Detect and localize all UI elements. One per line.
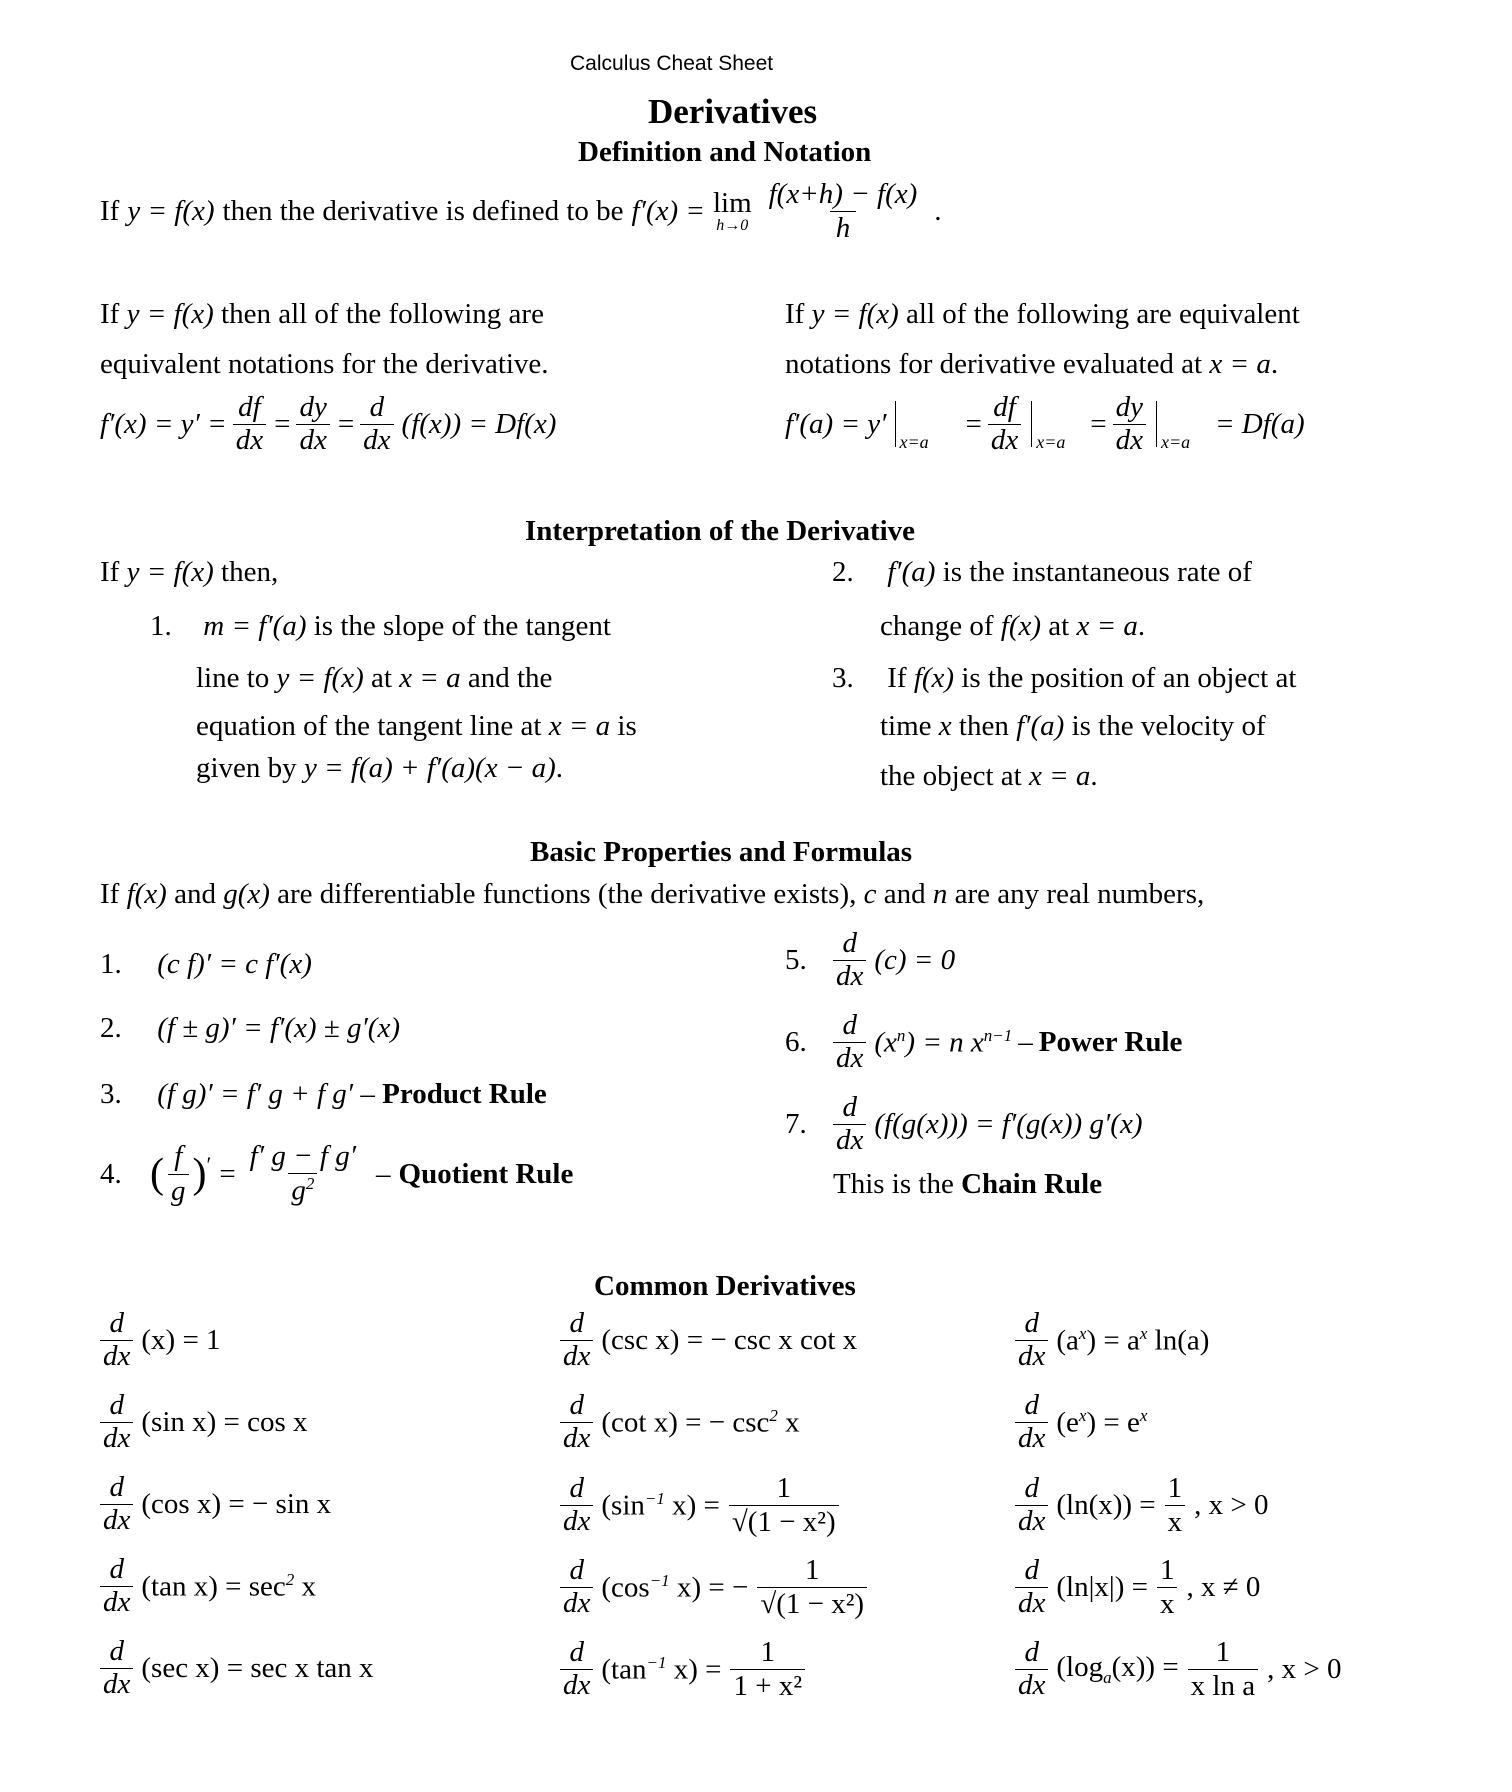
math: f(x) xyxy=(1000,610,1042,642)
result-fraction xyxy=(729,1472,839,1540)
d: d xyxy=(842,927,857,959)
col3-row xyxy=(1015,1554,1260,1622)
property-formula: (c) = 0 xyxy=(874,943,956,976)
power-rule-formula xyxy=(874,1026,1012,1060)
interp-item3-line1 xyxy=(832,662,1296,695)
numerator: 1 xyxy=(776,1472,792,1504)
exponent: −1 xyxy=(646,1653,667,1673)
d-dx xyxy=(1015,1308,1048,1373)
power-rule-label: Power Rule xyxy=(1038,1025,1183,1058)
formula-lhs xyxy=(601,1489,720,1523)
g: g xyxy=(168,1174,189,1208)
dash: – xyxy=(360,1078,375,1110)
formula: (cos x) = − sin x xyxy=(141,1487,332,1520)
col1-row xyxy=(100,1554,316,1619)
common-derivatives-heading: Common Derivatives xyxy=(594,1270,856,1302)
property-2 xyxy=(100,1012,400,1045)
property-formula: (c f)′ = c f′(x) xyxy=(157,948,312,980)
definition-lead: If xyxy=(100,195,120,228)
math: x = a xyxy=(548,710,611,742)
d-dx xyxy=(1015,1473,1048,1538)
denominator: 1 + x² xyxy=(730,1669,805,1703)
text: given by xyxy=(196,752,297,784)
property-number: 4. xyxy=(100,1157,122,1190)
text: is the velocity of xyxy=(1071,710,1266,742)
text: line to xyxy=(196,662,270,694)
text: are any real numbers, xyxy=(954,878,1205,910)
notation-left-y-eq: y = f(x) xyxy=(126,298,214,330)
dx: dx xyxy=(1015,1587,1048,1620)
limit-word: lim xyxy=(712,187,752,220)
notation-right-x-eq-a: x = a xyxy=(1209,348,1271,380)
dx: dx xyxy=(560,1505,593,1538)
interp-item2-line1 xyxy=(832,556,1252,589)
period: . xyxy=(1090,760,1098,792)
eval-bar xyxy=(895,401,929,453)
limit-operator xyxy=(713,189,752,234)
text: then xyxy=(958,710,1009,742)
d: d xyxy=(569,1472,584,1505)
dx: dx xyxy=(1015,1669,1048,1702)
section-definition-heading: Definition and Notation xyxy=(578,136,872,168)
quotient-numerator: f′ g − f g′ xyxy=(249,1140,357,1172)
period: . xyxy=(1137,610,1146,642)
d-dx xyxy=(560,1637,593,1702)
frac-dy-dx-right xyxy=(1113,392,1146,457)
formula-lhs xyxy=(1056,1571,1148,1604)
formula-part: x xyxy=(294,1570,317,1603)
limit-under: h→0 xyxy=(716,217,749,235)
text: is the instantaneous rate of xyxy=(942,556,1252,588)
interpretation-intro xyxy=(100,556,278,589)
property-number: 3. xyxy=(100,1078,122,1110)
dash: – xyxy=(376,1157,391,1190)
text: and the xyxy=(467,662,553,694)
dx: dx xyxy=(100,1340,133,1373)
result-fraction xyxy=(1188,1636,1258,1704)
properties-intro xyxy=(100,878,1204,911)
d-dx xyxy=(833,928,866,993)
property-number: 6. xyxy=(785,1025,807,1058)
d-dx xyxy=(833,1010,866,1075)
dx: dx xyxy=(560,1422,593,1455)
formula xyxy=(141,1570,316,1604)
numerator: 1 xyxy=(804,1554,820,1586)
notation-right-rest: all of the following are equivalent xyxy=(906,298,1300,330)
d-dx xyxy=(100,1636,133,1701)
property-formula: (f g)′ = f′ g + f g′ xyxy=(157,1078,354,1110)
result-fraction xyxy=(1165,1472,1186,1540)
text: is xyxy=(617,710,637,742)
eval-bar xyxy=(1156,401,1191,453)
definition-end: . xyxy=(934,195,942,228)
d: d xyxy=(569,1554,584,1587)
d-dx xyxy=(1015,1390,1048,1455)
col1-row xyxy=(100,1472,331,1537)
property-number: 7. xyxy=(785,1107,807,1140)
interp-item1-text: is the slope of the tangent xyxy=(313,610,611,642)
formula xyxy=(1056,1406,1147,1440)
interp-item1-line3 xyxy=(196,710,637,743)
text: the object at xyxy=(880,760,1022,792)
dx: dx xyxy=(1015,1340,1048,1373)
result-fraction xyxy=(757,1554,867,1622)
equals-sign: = xyxy=(219,1157,236,1190)
col1-row xyxy=(100,1636,374,1701)
d: d xyxy=(569,1636,584,1669)
col2-row xyxy=(560,1554,870,1622)
col3-row xyxy=(1015,1308,1209,1373)
eval-at-label: x=a xyxy=(1160,432,1191,453)
formula-part: (ln(x)) = xyxy=(1056,1489,1156,1522)
denominator: √(1 − x²) xyxy=(757,1587,867,1621)
d-dx xyxy=(1015,1637,1048,1702)
formula-part: x) = xyxy=(666,1653,722,1686)
d-dx xyxy=(560,1390,593,1455)
exponent: −1 xyxy=(644,1489,665,1509)
dx: dx xyxy=(560,1587,593,1620)
numerator: 1 xyxy=(760,1636,775,1668)
period: . xyxy=(1270,348,1279,380)
interp-item1-m: m = f′(a) xyxy=(203,610,307,642)
math: x = a xyxy=(1076,610,1138,642)
text: and xyxy=(883,878,926,910)
quotient-denominator xyxy=(288,1173,317,1208)
notation-left-if: If xyxy=(100,298,120,330)
formula: (x) = 1 xyxy=(141,1323,221,1356)
dx: dx xyxy=(560,1669,593,1702)
math: n xyxy=(932,878,948,910)
notation-right-y-eq: y = f(x) xyxy=(811,298,899,330)
dx: dx xyxy=(1015,1422,1048,1455)
formula-part: (log xyxy=(1056,1651,1104,1684)
frac-dy-den: dx xyxy=(296,424,329,457)
frac-dy-num: dy xyxy=(1115,391,1143,423)
notation-right-line2 xyxy=(785,348,1278,381)
property-6 xyxy=(785,1010,1182,1075)
dx: dx xyxy=(560,1340,593,1373)
formula-part: (tan xyxy=(601,1653,647,1686)
formula: (sec x) = sec x tan x xyxy=(141,1651,374,1684)
condition: , x > 0 xyxy=(1194,1489,1269,1522)
notation-left-formula xyxy=(100,392,556,457)
d: d xyxy=(1024,1636,1039,1669)
col3-row xyxy=(1015,1472,1269,1540)
frac-d-num: d xyxy=(369,391,385,423)
col2-row xyxy=(560,1308,857,1373)
d-dx xyxy=(1015,1555,1048,1620)
col2-row xyxy=(560,1390,800,1455)
formula-part: x) = − xyxy=(669,1571,749,1604)
notation-right-line1 xyxy=(785,298,1300,331)
exponent: n xyxy=(896,1025,906,1045)
frac-df-dx-right xyxy=(988,392,1021,457)
d: d xyxy=(109,1553,124,1585)
exponent: x xyxy=(1139,1323,1148,1343)
formula xyxy=(1056,1324,1209,1358)
notation-left-line2: equivalent notations for the derivative. xyxy=(100,348,549,380)
d: d xyxy=(842,1091,857,1123)
math: y = f(x) xyxy=(276,662,364,694)
dx: dx xyxy=(1015,1505,1048,1538)
eval-bar xyxy=(1031,401,1066,453)
difference-quotient-numerator: f(x+h) − f(x) xyxy=(768,178,918,210)
interp-item1-line1 xyxy=(150,610,611,643)
formula-part: (ln|x|) = xyxy=(1056,1571,1148,1604)
math: f(x) xyxy=(126,878,167,910)
chain-rule-label: Chain Rule xyxy=(961,1168,1103,1200)
formula-part: (e xyxy=(1056,1406,1079,1439)
interp-item1-line2 xyxy=(196,662,552,695)
exponent: x xyxy=(1078,1405,1087,1425)
text: equation of the tangent line at xyxy=(196,710,542,742)
d: d xyxy=(109,1635,124,1667)
exponent: −1 xyxy=(649,1571,670,1591)
notation-left-then: then all of the following are xyxy=(221,298,544,330)
condition: , x ≠ 0 xyxy=(1186,1571,1261,1604)
definition-mid: then the derivative is defined to be xyxy=(222,195,624,228)
notation-left-line1 xyxy=(100,298,544,331)
notation-right-if: If xyxy=(785,298,805,330)
equals-sign: = xyxy=(1090,407,1107,440)
property-formula: (f ± g)′ = f′(x) ± g′(x) xyxy=(157,1012,400,1044)
d-dx xyxy=(100,1390,133,1455)
col3-row xyxy=(1015,1390,1147,1455)
d: d xyxy=(109,1471,124,1503)
f-over-g xyxy=(168,1140,189,1208)
definition-line xyxy=(100,178,942,246)
exponent: n−1 xyxy=(983,1025,1013,1045)
interp-item2-line2 xyxy=(880,610,1145,643)
formula-part: (a xyxy=(1056,1324,1079,1357)
interpretation-heading: Interpretation of the Derivative xyxy=(525,515,916,547)
frac-d-dx xyxy=(360,392,393,457)
exponent: x xyxy=(1078,1323,1087,1343)
definition-lhs: f′(x) = xyxy=(631,195,705,228)
formula: (csc x) = − csc x cot x xyxy=(601,1323,858,1356)
frac-dy-dx xyxy=(296,392,329,457)
product-rule-label: Product Rule xyxy=(382,1078,547,1110)
property-formula: (f(g(x))) = f′(g(x)) g′(x) xyxy=(874,1107,1143,1140)
dx: dx xyxy=(100,1422,133,1455)
intro-y-eq: y = f(x) xyxy=(126,556,214,588)
property-number: 2. xyxy=(100,1012,122,1044)
d-dx xyxy=(100,1308,133,1373)
exponent: x xyxy=(1139,1405,1148,1425)
prime: ′ xyxy=(206,1152,212,1178)
d-dx xyxy=(560,1555,593,1620)
d: d xyxy=(109,1389,124,1421)
intro-if: If xyxy=(100,556,120,588)
frac-df-den: dx xyxy=(988,424,1021,457)
text: are differentiable functions (the derivative exists), xyxy=(277,878,857,910)
interp-item2-number: 2. xyxy=(832,556,854,588)
formula-part: (cot x) = − csc xyxy=(601,1406,770,1439)
definition-y-eq: y = f(x) xyxy=(127,195,215,228)
d: d xyxy=(1024,1554,1039,1587)
formula-part: (tan x) = sec xyxy=(141,1570,286,1603)
dx: dx xyxy=(100,1586,133,1619)
d-dx xyxy=(560,1308,593,1373)
math: f(x) xyxy=(913,662,955,694)
property-5 xyxy=(785,928,955,993)
d: d xyxy=(842,1009,857,1041)
formula-part: ) = e xyxy=(1086,1406,1140,1439)
page-title: Derivatives xyxy=(648,92,818,131)
property-number: 1. xyxy=(100,948,122,980)
col2-row xyxy=(560,1472,842,1540)
d: d xyxy=(569,1307,584,1339)
eval-at-label: x=a xyxy=(899,432,929,453)
notation-left-fprime: f′(x) = y′ = xyxy=(100,407,227,440)
d: d xyxy=(109,1307,124,1339)
equals-sign: = xyxy=(965,407,982,440)
frac-df-den: dx xyxy=(233,424,266,457)
math: c xyxy=(863,878,877,910)
formula-lhs xyxy=(601,1653,721,1687)
math: x xyxy=(938,710,952,742)
frac-d-den: dx xyxy=(360,424,393,457)
subscript: a xyxy=(1103,1668,1112,1688)
left-paren: ( xyxy=(150,1151,164,1198)
exponent: 2 xyxy=(285,1569,295,1589)
math: x = a xyxy=(1028,760,1091,792)
exponent: 2 xyxy=(769,1405,778,1425)
condition: , x > 0 xyxy=(1267,1653,1342,1686)
formula-part: ln(a) xyxy=(1147,1324,1210,1357)
text: If xyxy=(100,878,120,910)
col2-row xyxy=(560,1636,808,1704)
exponent: 2 xyxy=(305,1174,315,1194)
interp-item3-line2 xyxy=(880,710,1266,743)
difference-quotient-denominator: h xyxy=(830,211,857,245)
notation-left-tail: (f(x)) = Df(x) xyxy=(401,407,557,440)
notation-right-fprime: f′(a) = y′ xyxy=(785,407,887,440)
numerator: 1 xyxy=(1159,1554,1175,1586)
chain-rule-note xyxy=(833,1168,1102,1201)
frac-dy-num: dy xyxy=(299,391,327,423)
text: This is the xyxy=(833,1168,954,1200)
frac-df-num: df xyxy=(238,391,261,423)
g: g xyxy=(291,1175,306,1207)
denominator: x xyxy=(1157,1587,1178,1621)
text: change of xyxy=(880,610,994,642)
dx: dx xyxy=(833,1042,866,1075)
d-dx xyxy=(833,1092,866,1157)
interp-item3-line3 xyxy=(880,760,1098,793)
notation-right-tail: = Df(a) xyxy=(1214,407,1305,440)
text: at xyxy=(370,662,392,694)
result-fraction xyxy=(730,1636,805,1704)
property-4 xyxy=(100,1140,573,1208)
d: d xyxy=(1024,1307,1039,1339)
d-dx xyxy=(100,1554,133,1619)
property-3 xyxy=(100,1078,547,1111)
dash: – xyxy=(1018,1025,1033,1058)
formula-part: (x)) = xyxy=(1111,1651,1179,1684)
period: . xyxy=(555,752,564,784)
d-dx xyxy=(100,1472,133,1537)
difference-quotient xyxy=(763,178,924,246)
frac-df-num: df xyxy=(993,391,1016,423)
eval-at-label: x=a xyxy=(1036,432,1066,453)
quotient-rule-label: Quotient Rule xyxy=(398,1157,574,1190)
result-fraction xyxy=(1157,1554,1178,1622)
equals-sign: = xyxy=(274,407,291,440)
equals-sign: = xyxy=(337,407,355,440)
math: g(x) xyxy=(223,878,270,910)
formula-lhs xyxy=(601,1571,748,1605)
right-paren: )′ xyxy=(192,1151,212,1198)
property-7 xyxy=(785,1092,1143,1157)
denominator: x ln a xyxy=(1188,1669,1258,1703)
formula-part: (sin xyxy=(601,1489,645,1522)
quotient-rule-fraction xyxy=(247,1140,359,1208)
formula-part: (x xyxy=(874,1026,897,1059)
numerator: 1 xyxy=(1215,1636,1231,1668)
d: d xyxy=(569,1389,584,1421)
col1-row xyxy=(100,1390,308,1455)
dx: dx xyxy=(833,1124,866,1157)
notation-right-text: notations for derivative evaluated at xyxy=(785,348,1203,380)
denominator: x xyxy=(1165,1505,1186,1539)
frac-dy-den: dx xyxy=(1113,424,1146,457)
text: at xyxy=(1048,610,1070,642)
frac-df-dx xyxy=(233,392,266,457)
interp-item1-number: 1. xyxy=(150,610,172,642)
col1-row xyxy=(100,1308,221,1373)
properties-heading: Basic Properties and Formulas xyxy=(530,836,913,868)
d-dx xyxy=(560,1473,593,1538)
text: time xyxy=(880,710,932,742)
math: f′(a) xyxy=(1016,710,1065,742)
formula-part: x) = xyxy=(664,1489,720,1522)
formula-lhs xyxy=(1056,1489,1155,1522)
col3-row xyxy=(1015,1636,1341,1704)
text: is the position of an object at xyxy=(961,662,1297,694)
formula-part: ) = a xyxy=(1086,1324,1140,1357)
interp-item1-line4 xyxy=(196,752,563,785)
property-number: 5. xyxy=(785,943,807,976)
text: If xyxy=(887,662,907,694)
numerator: 1 xyxy=(1167,1472,1183,1504)
notation-right-formula xyxy=(785,392,1305,457)
f: f xyxy=(174,1140,183,1173)
math: x = a xyxy=(399,662,461,694)
tangent-line-equation: y = f(a) + f′(a)(x − a) xyxy=(303,752,556,784)
formula xyxy=(601,1406,799,1440)
formula-part: x xyxy=(777,1406,800,1439)
intro-then: then, xyxy=(221,556,279,588)
dx: dx xyxy=(833,960,866,993)
math: f′(a) xyxy=(887,556,936,588)
formula-lhs xyxy=(1056,1651,1178,1688)
formula-part: (cos xyxy=(601,1571,650,1604)
interp-item3-number: 3. xyxy=(832,662,854,694)
denominator: √(1 − x²) xyxy=(729,1505,839,1539)
property-1 xyxy=(100,948,312,981)
formula: (sin x) = cos x xyxy=(141,1405,308,1438)
dx: dx xyxy=(100,1504,133,1537)
text: and xyxy=(174,878,216,910)
formula-part: ) = n x xyxy=(905,1026,984,1059)
d: d xyxy=(1024,1472,1039,1505)
d: d xyxy=(1024,1389,1039,1421)
dx: dx xyxy=(100,1668,133,1701)
header-small-title: Calculus Cheat Sheet xyxy=(570,52,774,75)
